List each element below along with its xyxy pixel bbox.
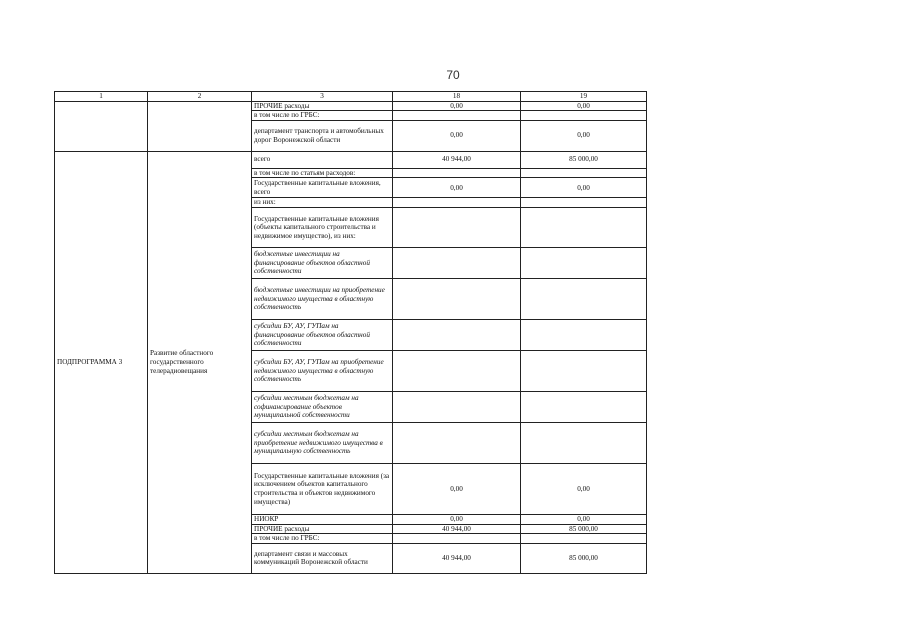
row-label: ПРОЧИЕ расходы <box>252 524 393 534</box>
table-row <box>55 101 647 111</box>
empty-cell <box>393 168 521 178</box>
value-19: 0,00 <box>521 120 647 151</box>
empty-cell <box>393 247 521 278</box>
value-19: 85 000,00 <box>521 151 647 168</box>
empty-cell <box>393 350 521 391</box>
empty-cell <box>55 101 148 151</box>
empty-cell <box>393 319 521 350</box>
table-row <box>55 151 647 168</box>
row-label: бюджетные инвестиции на финансирование объектов областной собственности <box>252 247 393 278</box>
value-18: 0,00 <box>393 463 521 514</box>
value-18: 40 944,00 <box>393 524 521 534</box>
empty-cell <box>393 111 521 121</box>
empty-cell <box>521 247 647 278</box>
empty-cell <box>521 350 647 391</box>
empty-cell <box>521 207 647 247</box>
value-19: 0,00 <box>521 101 647 111</box>
empty-cell <box>393 198 521 208</box>
value-19: 0,00 <box>521 178 647 198</box>
value-18: 0,00 <box>393 120 521 151</box>
empty-cell <box>148 101 252 151</box>
page-number: 70 <box>446 68 460 82</box>
row-label: субсидии БУ, АУ, ГУПам на финансирование объектов областной собственности <box>252 319 393 350</box>
row-label: департамент связи и массовых коммуникаций Воронежской области <box>252 543 393 573</box>
empty-cell <box>521 111 647 121</box>
row-label: ПРОЧИЕ расходы <box>252 101 393 111</box>
empty-cell <box>521 319 647 350</box>
value-18: 0,00 <box>393 178 521 198</box>
empty-cell <box>521 422 647 463</box>
row-label: НИОКР <box>252 514 393 524</box>
empty-cell <box>393 534 521 544</box>
row-label: в том числе по ГРБС: <box>252 534 393 544</box>
table-header-row <box>55 92 647 102</box>
header-cell: 2 <box>148 92 252 102</box>
row-label: в том числе по статьям расходов: <box>252 168 393 178</box>
row-label: из них: <box>252 198 393 208</box>
row-label: всего <box>252 151 393 168</box>
value-19: 0,00 <box>521 463 647 514</box>
empty-cell <box>521 198 647 208</box>
value-19: 85 000,00 <box>521 543 647 573</box>
value-18: 0,00 <box>393 101 521 111</box>
row-label: Государственные капитальные вложения, всего <box>252 178 393 198</box>
value-19: 85 000,00 <box>521 524 647 534</box>
budget-table <box>54 91 647 574</box>
row-label: департамент транспорта и автомобильных дорог Воронежской области <box>252 120 393 151</box>
row-label: в том числе по ГРБС: <box>252 111 393 121</box>
header-cell: 1 <box>55 92 148 102</box>
empty-cell <box>521 168 647 178</box>
value-18: 40 944,00 <box>393 151 521 168</box>
empty-cell <box>393 391 521 422</box>
header-cell: 19 <box>521 92 647 102</box>
row-label: Государственные капитальные вложения (объекты капитального строительства и недвижимое имущество), из них: <box>252 207 393 247</box>
empty-cell <box>521 534 647 544</box>
subprogram-name: Развитие областного государственного телерадиовещания <box>148 151 252 573</box>
header-cell: 3 <box>252 92 393 102</box>
row-label: субсидии местным бюджетам на софинансирование объектов муниципальной собственности <box>252 391 393 422</box>
empty-cell <box>393 422 521 463</box>
value-18: 0,00 <box>393 514 521 524</box>
row-label: бюджетные инвестиции на приобретение недвижимого имущества в областную собственность <box>252 278 393 319</box>
empty-cell <box>393 278 521 319</box>
empty-cell <box>393 207 521 247</box>
header-cell: 18 <box>393 92 521 102</box>
row-label: Государственные капитальные вложения (за исключением объектов капитального строительства и объектов недвижимого имущества) <box>252 463 393 514</box>
value-18: 40 944,00 <box>393 543 521 573</box>
value-19: 0,00 <box>521 514 647 524</box>
empty-cell <box>521 391 647 422</box>
subprogram-code: ПОДПРОГРАММА 3 <box>55 151 148 573</box>
row-label: субсидии местным бюджетам на приобретение недвижимого имущества в муниципальную собственность <box>252 422 393 463</box>
row-label: субсидии БУ, АУ, ГУПам на приобретение недвижимого имущества в областную собственность <box>252 350 393 391</box>
empty-cell <box>521 278 647 319</box>
